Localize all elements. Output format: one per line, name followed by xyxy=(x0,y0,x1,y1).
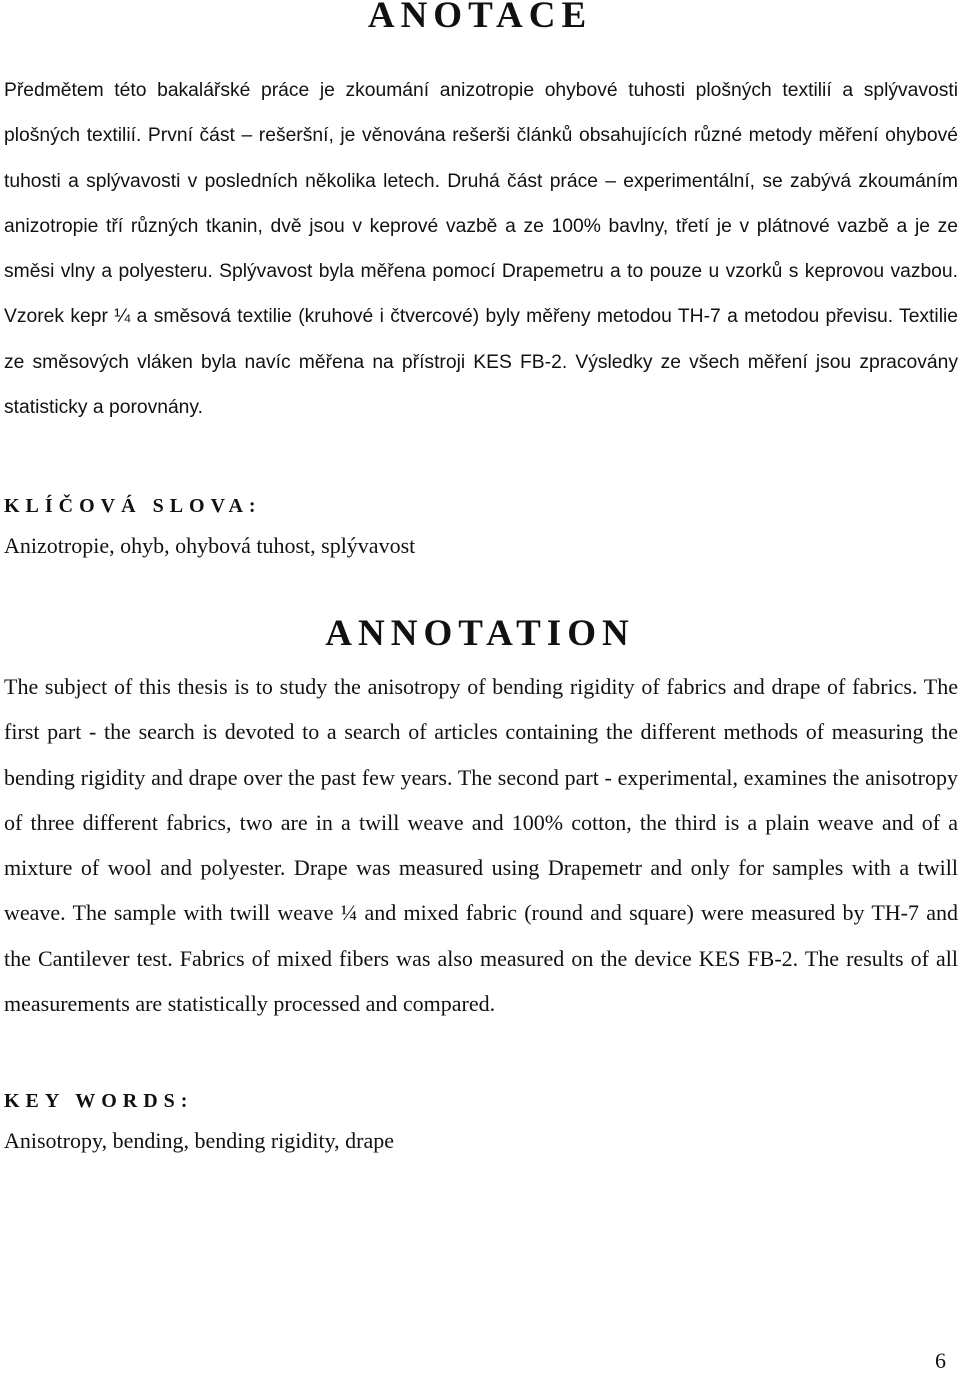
page-number: 6 xyxy=(935,1348,946,1373)
english-keywords-heading: KEY WORDS: xyxy=(4,1090,194,1112)
english-annotation-heading: ANNOTATION xyxy=(325,613,635,654)
czech-annotation-paragraph: Předmětem této bakalářské práce je zkoumání anizotropie ohybové tuhosti plošných textilií a splývavosti plošných textilií. První část – rešeršní, je věnována rešerši článků obsahujících různé metody měření ohybové tuhosti a splývavosti v posledních několika letech. Druhá část práce – experimentální, se zabývá zkoumáním anizotropie tří různých tkanin, dvě jsou v keprové vazbě a ze 100% bavlny, třetí je v plátnové vazbě a je ze směsi vlny a polyesteru. Splývavost byla měřena pomocí Drapemetru a to pouze u vzorků s keprovou vazbou. Vzorek kepr ¼ a směsová textilie (kruhové i čtvercové) byly měřeny metodou TH-7 a metodou převisu. Textilie ze směsových vláken byla navíc měřena na přístroji KES FB-2. Výsledky ze všech měření jsou zpracovány statisticky a porovnány. xyxy=(4,80,958,419)
english-keywords-text: Anisotropy, bending, bending rigidity, drape xyxy=(4,1128,395,1153)
english-annotation-paragraph: The subject of this thesis is to study the anisotropy of bending rigidity of fabrics and drape of fabrics. The first part - the search is devoted to a search of articles containing the different methods of measuring the bending rigidity and drape over the past few years. The second part - experimental, examines the anisotropy of three different fabrics, two are in a twill weave and 100% cotton, the third is a plain weave and of a mixture of wool and polyester. Drape was measured using Drapemetr and only for samples with a twill weave. The sample with twill weave ¼ and mixed fabric (round and square) were measured by TH-7 and the Cantilever test. Fabrics of mixed fibers was also measured on the device KES FB-2. The results of all measurements are statistically processed and compared. xyxy=(4,674,958,1017)
czech-keywords-text: Anizotropie, ohyb, ohybová tuhost, splývavost xyxy=(4,533,416,558)
czech-annotation-heading: ANOTACE xyxy=(367,0,593,36)
czech-keywords-heading: KLÍČOVÁ SLOVA: xyxy=(4,495,262,517)
